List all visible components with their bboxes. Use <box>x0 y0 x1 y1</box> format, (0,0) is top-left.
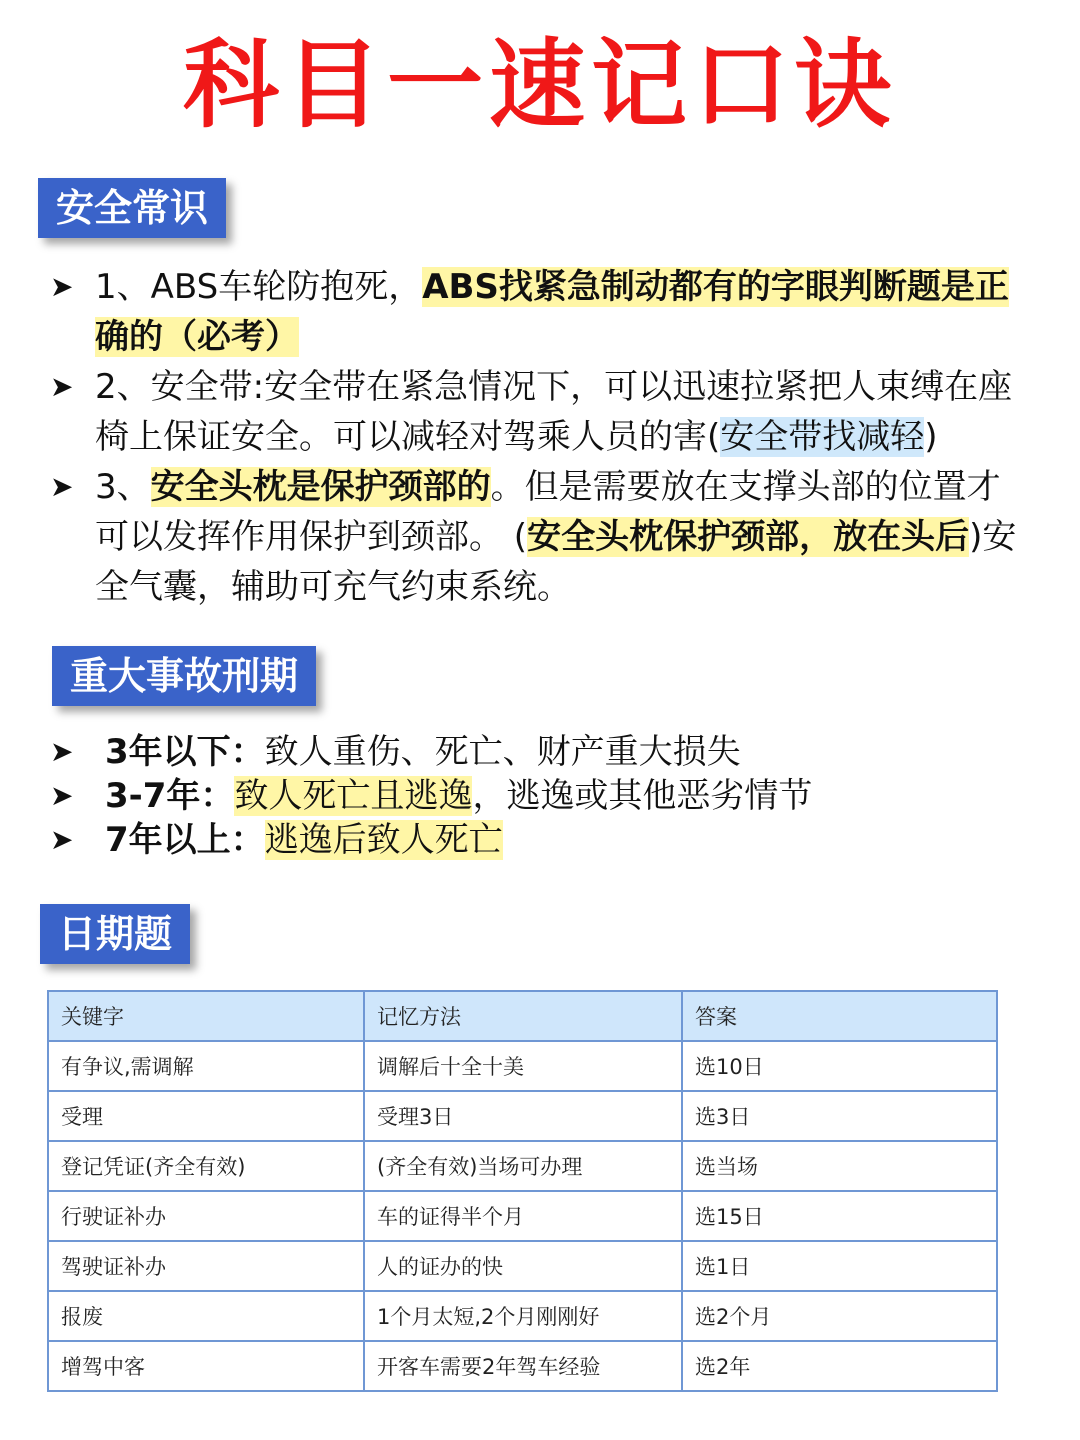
table-cell: 登记凭证(齐全有效) <box>48 1141 364 1191</box>
table-row <box>48 1191 997 1241</box>
table-cell: 受理 <box>48 1091 364 1141</box>
table-cell: 选2个月 <box>682 1291 997 1341</box>
table-row <box>48 1091 997 1141</box>
term-text: 3-7年： <box>105 776 235 816</box>
penalty-list <box>50 730 1030 862</box>
table-row <box>48 1341 997 1391</box>
list-item <box>50 774 1030 818</box>
term-text: 7年以上： <box>105 820 265 860</box>
column-header: 答案 <box>682 991 997 1041</box>
table-cell: 选2年 <box>682 1341 997 1391</box>
dates-table <box>47 990 998 1392</box>
table-row <box>48 1291 997 1341</box>
table-cell: 开客车需要2年驾车经验 <box>364 1341 682 1391</box>
table-cell: 选1日 <box>682 1241 997 1291</box>
list-item <box>50 462 1030 612</box>
table-cell: 选3日 <box>682 1091 997 1141</box>
item-text-suffix: )安全气囊，辅助可充气约束系统。 <box>95 517 1017 607</box>
term-text: 3年以下： <box>105 732 265 772</box>
arrow-bullet-icon: ➤ <box>50 735 74 768</box>
item-text-middle: 。但是需要放在支撑头部的位置才可以发挥作用保护到颈部。 ( <box>95 467 1001 557</box>
table-cell: 调解后十全十美 <box>364 1041 682 1091</box>
table-header-row <box>48 991 997 1041</box>
arrow-bullet-icon: ➤ <box>50 370 74 403</box>
page-title: 科目一速记口诀 <box>183 29 897 141</box>
desc-text: 致人重伤、死亡、财产重大损失 <box>264 732 741 772</box>
highlight-text: 逃逸后致人死亡 <box>264 820 503 860</box>
list-item <box>50 818 1030 862</box>
section-label-dates: 日期题 <box>40 904 190 964</box>
item-text: 2、安全带:安全带在紧急情况下，可以迅速拉紧把人束缚在座椅上保证安全。可以减轻对驾乘人员的害( <box>95 367 1013 457</box>
arrow-bullet-icon: ➤ <box>50 470 74 503</box>
table-cell: 1个月太短,2个月刚刚好 <box>364 1291 682 1341</box>
table-cell: 人的证办的快 <box>364 1241 682 1291</box>
item-text: 3、 <box>95 467 151 507</box>
arrow-bullet-icon: ➤ <box>50 779 74 812</box>
desc-text: ，逃逸或其他恶劣情节 <box>472 776 813 816</box>
table-cell: (齐全有效)当场可办理 <box>364 1141 682 1191</box>
list-item <box>50 730 1030 774</box>
item-text: 1、ABS车轮防抱死， <box>95 267 423 307</box>
arrow-bullet-icon: ➤ <box>50 823 74 856</box>
table-cell: 报废 <box>48 1291 364 1341</box>
column-header: 记忆方法 <box>364 991 682 1041</box>
highlight-text-2: 安全头枕保护颈部，放在头后 <box>527 517 970 557</box>
list-item <box>50 362 1030 462</box>
table-row <box>48 1141 997 1191</box>
highlight-text: ABS找紧急制动都有的字眼判断题是正确的（必考） <box>95 267 1009 357</box>
table-cell: 选当场 <box>682 1141 997 1191</box>
table-cell: 行驶证补办 <box>48 1191 364 1241</box>
list-item <box>50 262 1030 362</box>
table-row <box>48 1041 997 1091</box>
section-label-safety: 安全常识 <box>38 178 226 238</box>
table-cell: 受理3日 <box>364 1091 682 1141</box>
table-cell: 选10日 <box>682 1041 997 1091</box>
arrow-bullet-icon: ➤ <box>50 270 74 303</box>
table-row <box>48 1241 997 1291</box>
item-text-suffix: ) <box>924 417 938 457</box>
column-header: 关键字 <box>48 991 364 1041</box>
table-cell: 增驾中客 <box>48 1341 364 1391</box>
section-label-penalty: 重大事故刑期 <box>52 646 316 706</box>
table-cell: 驾驶证补办 <box>48 1241 364 1291</box>
highlight-text: 安全带找减轻 <box>720 417 925 457</box>
table-cell: 有争议,需调解 <box>48 1041 364 1091</box>
table-cell: 选15日 <box>682 1191 997 1241</box>
safety-list <box>50 262 1030 612</box>
highlight-text: 安全头枕是保护颈部的 <box>150 467 491 507</box>
highlight-text: 致人死亡且逃逸 <box>234 776 473 816</box>
table-cell: 车的证得半个月 <box>364 1191 682 1241</box>
